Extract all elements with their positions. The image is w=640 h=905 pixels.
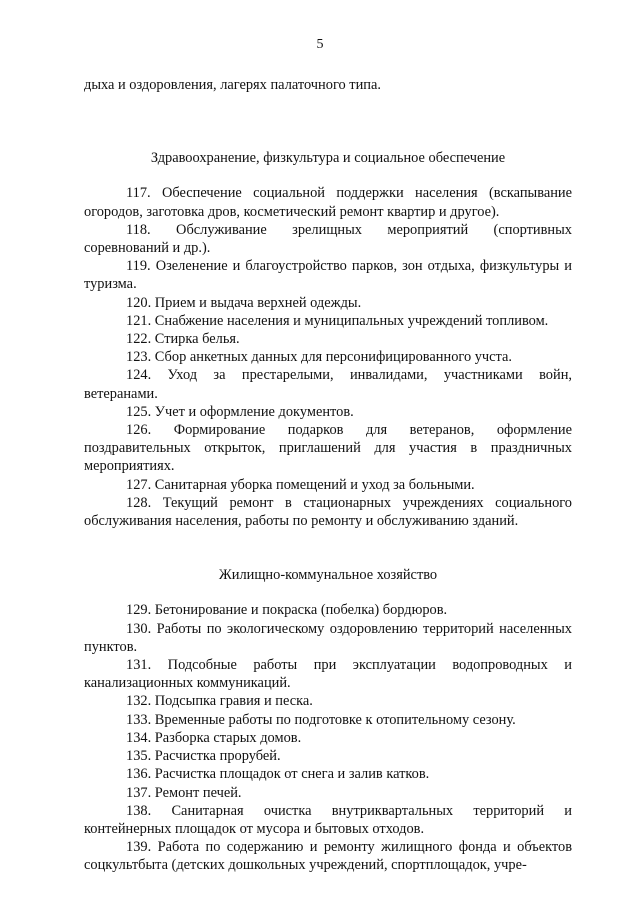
section-heading-healthcare: Здравоохранение, физкультура и социальное обеспечение [150,150,506,167]
section-heading-housing: Жилищно-коммунальное хозяйство [218,567,438,584]
list-item: 126. Формирование подарков для ветеранов, оформление поздравительных открыток, приглашений для участия в праздничных мероприятиях. [84,422,572,475]
list-item: 139. Работа по содержанию и ремонту жилищного фонда и объектов соцкультбыта (детских дошкольных учреждений, спортплощадок, учре- [84,839,572,874]
list-item: 132. Подсыпка гравия и песка. [126,693,313,710]
list-item: 120. Прием и выдача верхней одежды. [126,294,362,311]
list-item: 119. Озеленение и благоустройство парков, зон отдыха, физкультуры и туризма. [84,258,572,293]
list-item: 121. Снабжение населения и муниципальных учреждений топливом. [126,312,549,329]
list-item: 124. Уход за престарелыми, инвалидами, участниками войн, ветеранами. [84,367,572,402]
section-items-healthcare [84,184,572,530]
list-item: 133. Временные работы по подготовке к отопительному сезону. [126,711,516,728]
list-item: 117. Обеспечение социальной поддержки населения (вскапывание огородов, заготовка дров, косметический ремонт квартир и другое). [84,185,572,220]
list-item: 130. Работы по экологическому оздоровлению территорий населенных пунктов. [84,620,572,655]
list-item: 138. Санитарная очистка внутриквартальных территорий и контейнерных площадок от мусора и бытовых отходов. [84,802,572,837]
list-item: 127. Санитарная уборка помещений и уход за больными. [126,476,475,493]
list-item: 131. Подсобные работы при эксплуатации водопроводных и канализационных коммуникаций. [84,657,572,692]
list-item: 122. Стирка белья. [126,331,240,348]
list-item: 123. Сбор анкетных данных для персонифицированного учста. [126,349,513,366]
intro-line: дыха и оздоровления, лагерях палаточного типа. [84,77,381,93]
list-item: 129. Бетонирование и покраска (побелка) бордюров. [126,602,448,619]
document-body [84,76,572,875]
list-item: 136. Расчистка площадок от снега и залив катков. [126,766,430,783]
list-item: 125. Учет и оформление документов. [126,403,354,420]
list-item: 135. Расчистка прорубей. [126,748,281,765]
section-items-housing [84,601,572,874]
list-item: 118. Обслуживание зрелищных мероприятий (спортивных соревнований и др.). [84,221,572,257]
list-item: 128. Текущий ремонт в стационарных учреждениях социального обслуживания населения, работы по ремонту и обслуживанию зданий. [84,494,572,530]
list-item: 134. Разборка старых домов. [126,729,302,746]
page-number: 5 [316,37,324,52]
list-item: 137. Ремонт печей. [126,784,242,801]
